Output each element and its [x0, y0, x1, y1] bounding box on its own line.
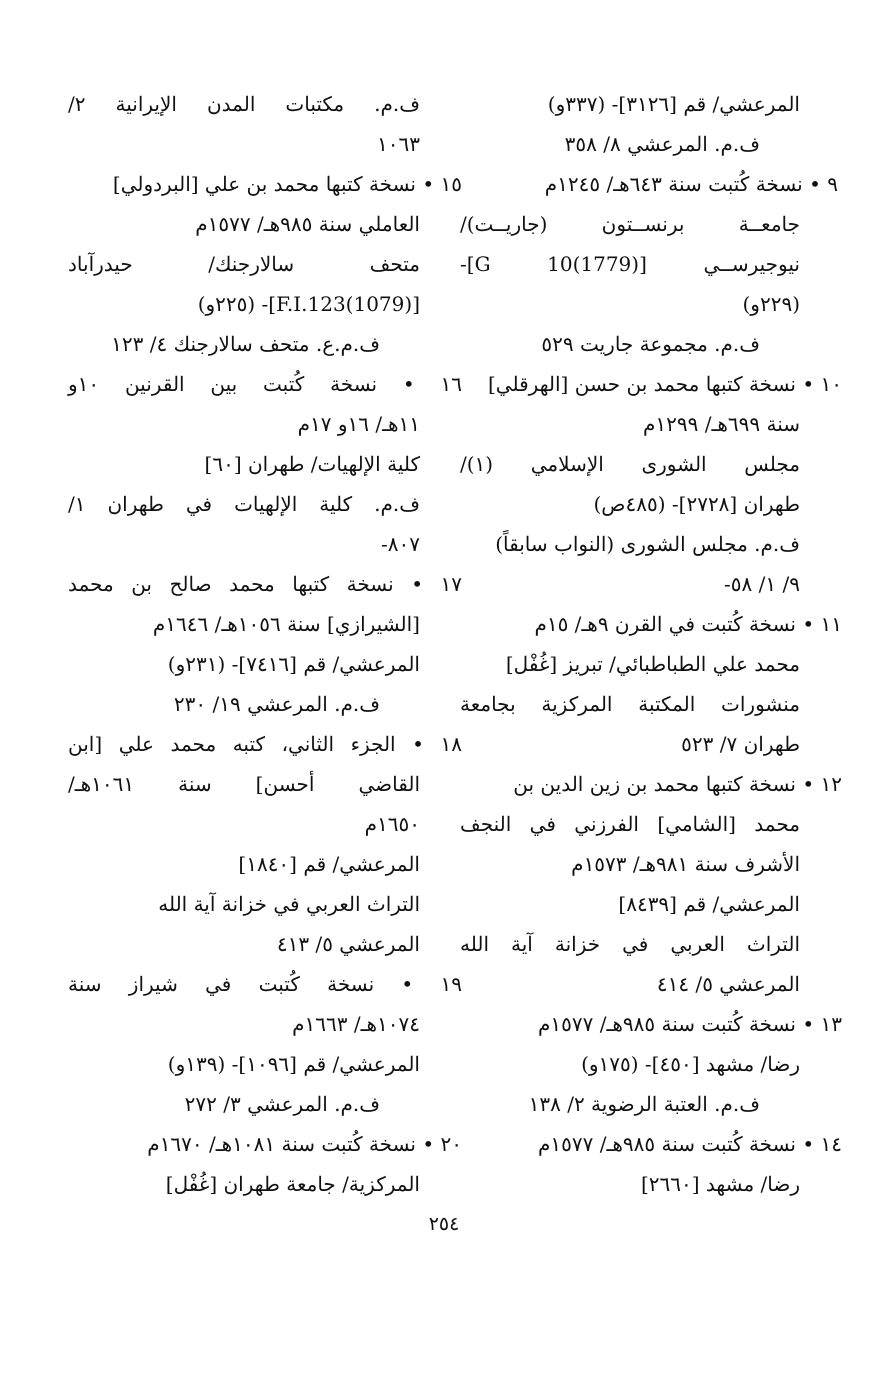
right-line: محمد [الشامي] الفرزني في النجف — [460, 812, 800, 836]
left-line: المرعشي/ قم [١٨٤٠] — [238, 852, 420, 876]
right-line: سنة ٦٩٩هـ/ ١٢٩٩م — [643, 412, 800, 436]
right-line: منشورات المكتبة المركزية بجامعة — [460, 692, 800, 716]
left-line: ١١هـ/ ١٦و ١٧م — [297, 412, 420, 436]
left-line-entry-16: ١٦ • نسخة كُتبت بين القرنين ١٠و — [68, 372, 462, 396]
right-line: جامعــة برنســتون (جاريــت)/ — [460, 212, 800, 236]
right-line: التراث العربي في خزانة آية الله — [460, 932, 800, 956]
right-line: الأشرف سنة ٩٨١هـ/ ١٥٧٣م — [571, 852, 800, 876]
right-line-entry-10: ١٠ • نسخة كتبها محمد بن حسن [الهرقلي] — [488, 372, 842, 396]
left-line: ١٦٥٠م — [364, 812, 420, 836]
left-line: ف.م. مكتبات المدن الإيرانية ٢/ — [68, 92, 420, 116]
right-line: مجلس الشورى الإسلامي (١)/ — [460, 452, 800, 476]
right-line: (٢٢٩و) — [742, 292, 800, 316]
right-line: ف.م. المرعشي ٨/ ٣٥٨ — [564, 132, 760, 156]
right-line: ف.م. مجلس الشورى (النواب سابقاً) — [495, 532, 800, 556]
right-line: محمد علي الطباطبائي/ تبريز [غُفْل] — [505, 652, 800, 676]
left-line: العاملي سنة ٩٨٥هـ/ ١٥٧٧م — [195, 212, 420, 236]
left-line: المرعشي/ قم [١٠٩٦]- (١٣٩و) — [167, 1052, 420, 1076]
left-line: ف.م. كلية الإلهيات في طهران ١/ — [68, 492, 420, 516]
left-line: ١٠٧٤هـ/ ١٦٦٣م — [292, 1012, 420, 1036]
right-line: طهران ٧/ ٥٢٣ — [681, 732, 800, 756]
left-line: ف.م.ع. متحف سالارجنك ٤/ ١٢٣ — [111, 332, 380, 356]
left-line: ٨٠٧- — [381, 532, 420, 556]
left-line: ف.م. المرعشي ٣/ ٢٧٢ — [184, 1092, 380, 1116]
left-line-entry-20: ٢٠ • نسخة كُتبت سنة ١٠٨١هـ/ ١٦٧٠م — [147, 1132, 462, 1156]
right-column — [460, 84, 842, 1204]
left-line: ف.م. المرعشي ١٩/ ٢٣٠ — [173, 692, 380, 716]
left-line: ١٠٦٣ — [377, 132, 420, 156]
right-line: المرعشي/ قم [٨٤٣٩] — [618, 892, 800, 916]
left-line-entry-19: ١٩ • نسخة كُتبت في شيراز سنة — [68, 972, 462, 996]
left-line: المرعشي ٥/ ٤١٣ — [276, 932, 420, 956]
left-line: المركزية/ جامعة طهران [غُفْل] — [165, 1172, 420, 1196]
right-line: نيوجيرســي [G 10(1779)]- — [460, 252, 800, 276]
right-line: طهران [٢٧٢٨]- (٤٨٥ص) — [593, 492, 800, 516]
right-line-entry-11: ١١ • نسخة كُتبت في القرن ٩هـ/ ١٥م — [534, 612, 842, 636]
left-line: المرعشي/ قم [٧٤١٦]- (٢٣١و) — [167, 652, 420, 676]
right-line: رضا/ مشهد [٢٦٦٠] — [640, 1172, 800, 1196]
left-line-entry-15: ١٥ • نسخة كتبها محمد بن علي [البردولي] — [112, 172, 462, 196]
right-line: ف.م. العتبة الرضوية ٢/ ١٣٨ — [528, 1092, 760, 1116]
right-line-entry-13: ١٣ • نسخة كُتبت سنة ٩٨٥هـ/ ١٥٧٧م — [538, 1012, 842, 1036]
left-line-entry-18: ١٨ • الجزء الثاني، كتبه محمد علي [ابن — [68, 732, 462, 756]
left-line: القاضي أحسن] سنة ١٠٦١هـ/ — [68, 772, 420, 796]
left-line-entry-17: ١٧ • نسخة كتبها محمد صالح بن محمد — [68, 572, 462, 596]
right-line: ف.م. مجموعة جاريت ٥٢٩ — [541, 332, 760, 356]
left-line: متحف سالارجنك/ حيدرآباد — [68, 252, 420, 276]
right-line: المرعشي ٥/ ٤١٤ — [656, 972, 800, 996]
right-line: رضا/ مشهد [٤٥٠]- (١٧٥و) — [581, 1052, 800, 1076]
left-column — [68, 84, 462, 1204]
right-line-entry-14: ١٤ • نسخة كُتبت سنة ٩٨٥هـ/ ١٥٧٧م — [538, 1132, 842, 1156]
left-line: [الشيرازي] سنة ١٠٥٦هـ/ ١٦٤٦م — [152, 612, 420, 636]
left-line: التراث العربي في خزانة آية الله — [158, 892, 420, 916]
left-line: كلية الإلهيات/ طهران [٦٠] — [204, 452, 420, 476]
right-line: المرعشي/ قم [٣١٢٦]- (٣٣٧و) — [547, 92, 800, 116]
right-line-entry-9: ٩ • نسخة كُتبت سنة ٦٤٣هـ/ ١٢٤٥م — [544, 172, 838, 196]
right-line-entry-12: ١٢ • نسخة كتبها محمد بن زين الدين بن — [513, 772, 842, 796]
right-line: ٩/ ١/ ٥٨- — [724, 572, 800, 596]
left-line: [F.I.123(1079)]- (٢٢٥و) — [197, 292, 420, 316]
page-number: ٢٥٤ — [428, 1213, 460, 1235]
